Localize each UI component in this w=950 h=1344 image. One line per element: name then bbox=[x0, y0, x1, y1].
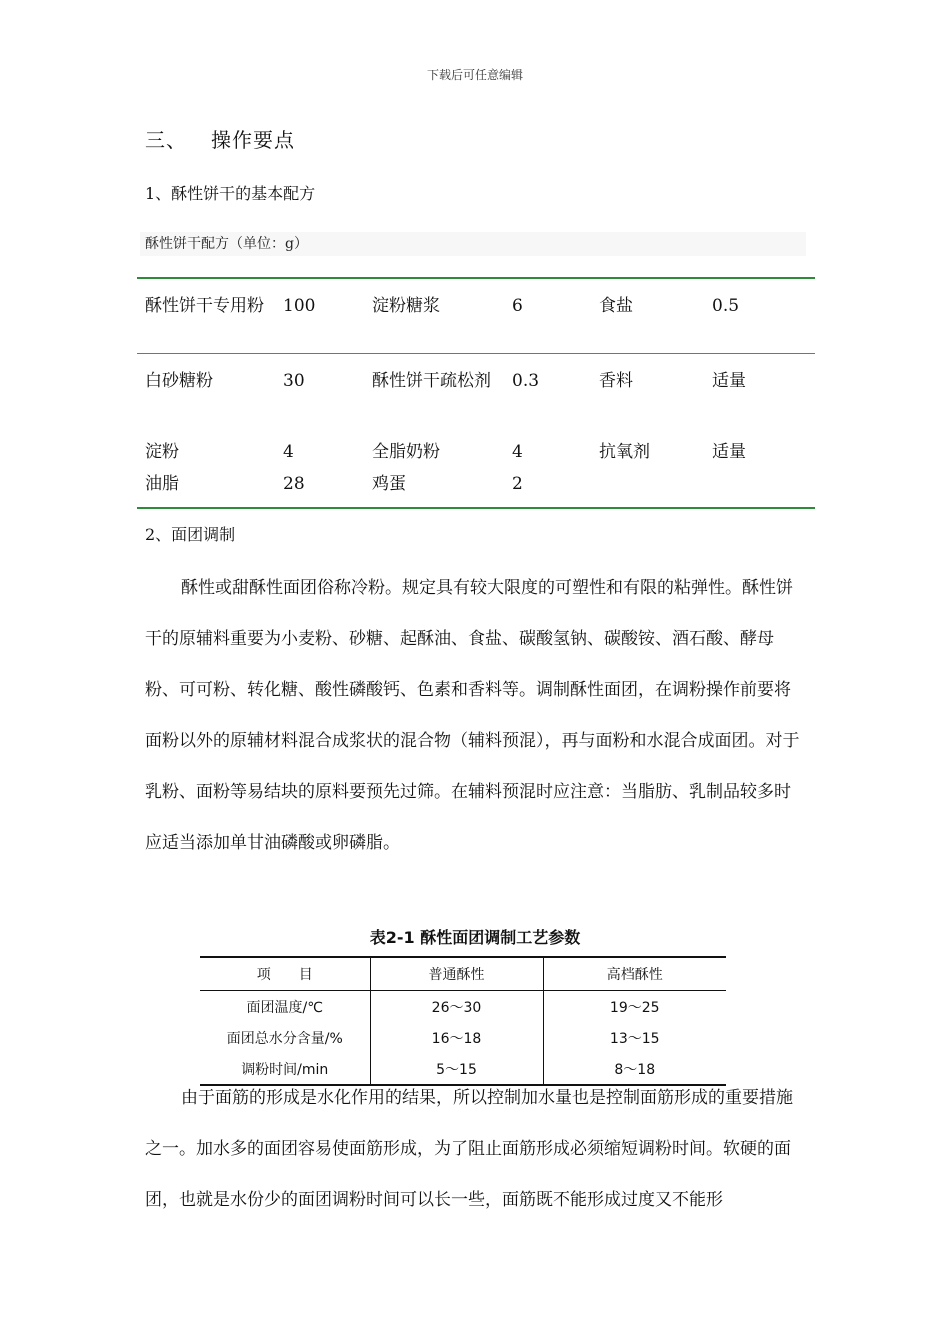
column-header: 项 目 bbox=[200, 957, 370, 991]
header-note: 下载后可任意编辑 bbox=[426, 68, 523, 82]
column-header: 高档酥性 bbox=[543, 957, 726, 991]
recipe-cell: 30 bbox=[275, 354, 364, 428]
table-cell: 5～15 bbox=[370, 1053, 543, 1085]
table-cell: 面团温度/℃ bbox=[200, 991, 370, 1023]
recipe-cell: 全脂奶粉 bbox=[372, 442, 440, 462]
recipe-table bbox=[137, 277, 815, 509]
recipe-cell: 100 bbox=[275, 278, 364, 354]
recipe-cell: 4 bbox=[283, 442, 294, 462]
table-row bbox=[137, 354, 815, 428]
recipe-cell: 酥性饼干专用粉 bbox=[137, 278, 275, 354]
recipe-cell: 抗氧剂 bbox=[599, 442, 650, 462]
table-cell: 19～25 bbox=[609, 999, 660, 1016]
table-cell: 13～15 bbox=[609, 1030, 660, 1047]
table-row bbox=[137, 278, 815, 354]
recipe-cell: 适量 bbox=[712, 442, 746, 462]
table-header-row bbox=[200, 957, 726, 991]
table21-title: 表2-1 酥性面团调制工艺参数 bbox=[369, 928, 581, 947]
table-row bbox=[200, 1022, 726, 1053]
recipe-cell: 4 bbox=[512, 442, 523, 462]
subheading-dough: 2、面团调制 bbox=[145, 525, 236, 544]
table-row bbox=[137, 427, 815, 469]
recipe-cell: 酥性饼干疏松剂 bbox=[364, 354, 504, 428]
recipe-cell: 6 bbox=[504, 278, 591, 354]
table-row bbox=[200, 991, 726, 1023]
recipe-cell: 食盐 bbox=[591, 278, 704, 354]
recipe-cell: 淀粉糖浆 bbox=[364, 278, 504, 354]
recipe-cell: 2 bbox=[504, 469, 591, 508]
table-row bbox=[137, 469, 815, 508]
table-cell: 8～18 bbox=[543, 1053, 726, 1085]
recipe-cell: 鸡蛋 bbox=[364, 469, 504, 508]
recipe-cell: 0.3 bbox=[504, 354, 591, 428]
section-heading bbox=[145, 124, 295, 153]
recipe-table-caption: 酥性饼干配方（单位：g） bbox=[140, 232, 806, 256]
body-paragraph: 酥性或甜酥性面团俗称冷粉。规定具有较大限度的可塑性和有限的粘弹性。酥性饼干的原辅料重要为小麦粉、砂糖、起酥油、食盐、碳酸氢钠、碳酸铵、酒石酸、酵母粉、可可粉、转化糖、酸性磷酸钙、色素和香料等。调制酥性面团，在调粉操作前要将面粉以外的原辅材料混合成浆状的混合物（辅料预混），再与面粉和水混合成面团。对于乳粉、面粉等易结块的原料要预先过筛。在辅料预混时应注意：当脂肪、乳制品较多时应适当添加单甘油磷酸或卵磷脂。 bbox=[145, 578, 800, 853]
recipe-cell: 淀粉 bbox=[145, 442, 179, 462]
recipe-cell: 0.5 bbox=[704, 278, 815, 354]
section-number: 三、 bbox=[145, 128, 187, 152]
recipe-cell bbox=[704, 469, 815, 508]
recipe-cell: 28 bbox=[275, 469, 364, 508]
subheading-recipe: 1、酥性饼干的基本配方 bbox=[145, 184, 316, 203]
recipe-cell: 适量 bbox=[704, 354, 815, 428]
table-cell: 16～18 bbox=[370, 1022, 543, 1053]
section-title: 操作要点 bbox=[211, 128, 295, 152]
process-parameter-table bbox=[200, 956, 726, 1086]
recipe-cell: 白砂糖粉 bbox=[137, 354, 275, 428]
column-header: 普通酥性 bbox=[370, 957, 543, 991]
recipe-cell bbox=[591, 469, 704, 508]
recipe-cell: 油脂 bbox=[137, 469, 275, 508]
body-paragraph: 由于面筋的形成是水化作用的结果，所以控制加水量也是控制面筋形成的重要措施之一。加水多的面团容易使面筋形成，为了阻止面筋形成必须缩短调粉时间。软硬的面团，也就是水份少的面团调粉时间可以长一些，面筋既不能形成过度又不能形 bbox=[145, 1088, 793, 1210]
table-cell: 面团总水分含量/% bbox=[200, 1022, 370, 1053]
table-cell: 26～30 bbox=[370, 991, 543, 1023]
recipe-cell: 香料 bbox=[591, 354, 704, 428]
table-cell: 调粉时间/min bbox=[200, 1053, 370, 1085]
